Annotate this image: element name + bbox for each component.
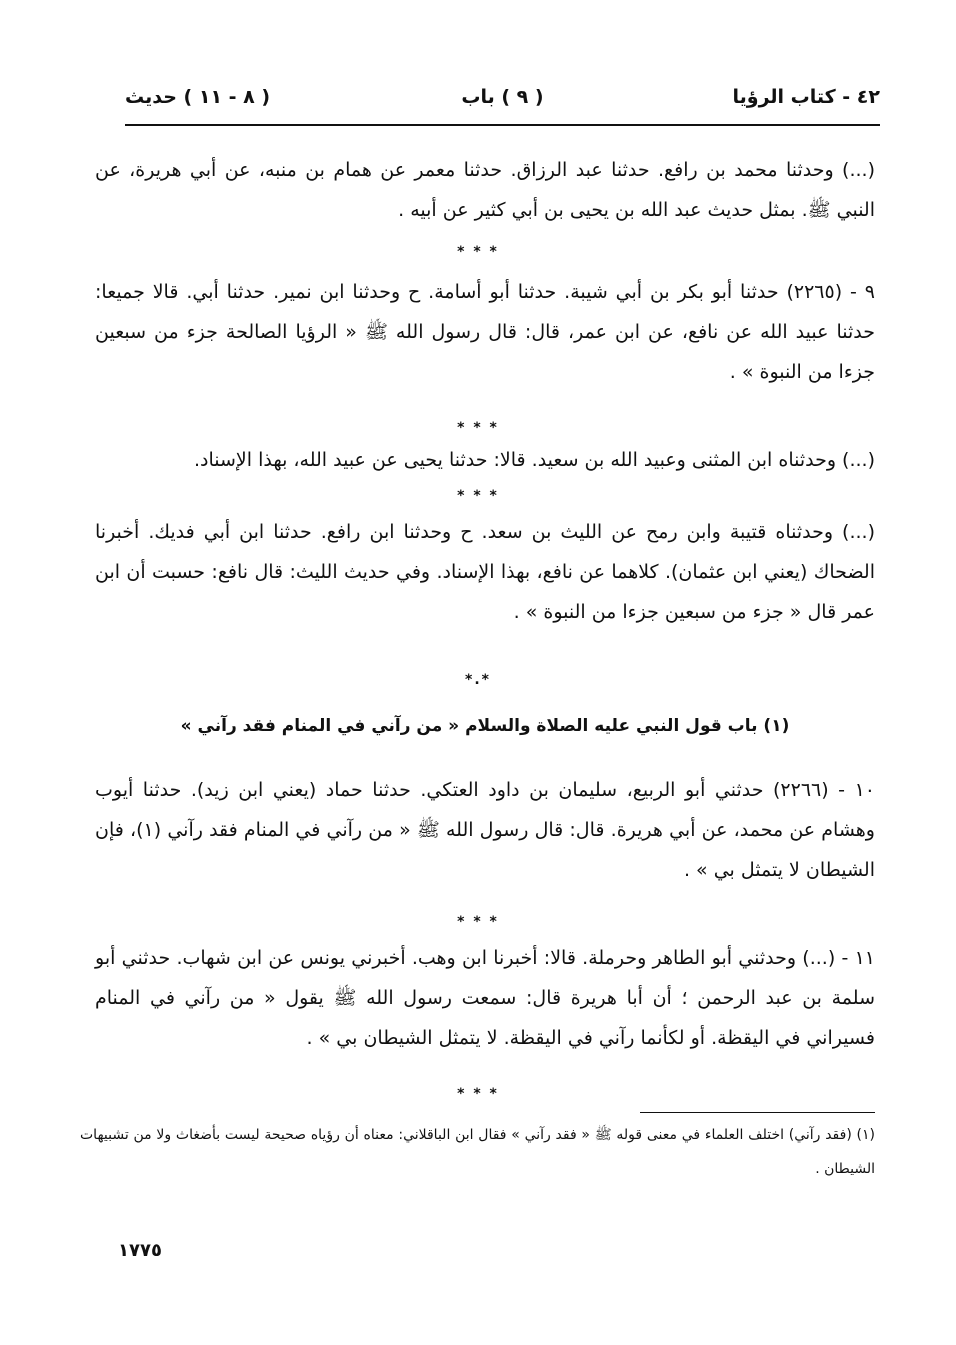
paragraph-2: ٩ - (٢٢٦٥) حدثنا أبو بكر بن أبي شيبة. حدثنا أبو أسامة. ح وحدثنا ابن نمير. حدثنا أبي. قالا جميعا: حدثنا عبيد الله عن نافع، عن ابن عمر، قال: قال رسول الله ﷺ « الرؤيا الصالحة جزء من سبعين جزءا من النبوة » . [95,281,875,383]
header-chapter: ( ٩ ) باب [461,86,544,108]
header-hadith-range: ( ٨ - ١١ ) حديث [125,86,271,108]
separator-stars-3: * * * [457,488,499,504]
paragraph-6: ١١ - (...) وحدثني أبو الطاهر وحرملة. قالا: أخبرنا ابن وهب. أخبرني يونس عن ابن شهاب. حدثني أبو سلمة بن عبد الرحمن ؛ أن أبا هريرة قال: سمعت رسول الله ﷺ يقول « من رآني في المنام فسيراني في اليقظة. أو لكأنما رآني في اليقظة. لا يتمثل الشيطان بي » . [95,947,875,1049]
paragraph-5: ١٠ - (٢٢٦٦) حدثني أبو الربيع، سليمان بن داود العتكي. حدثنا حماد (يعني ابن زيد). حدثنا أيوب وهشام عن محمد، عن أبي هريرة. قال: قال رسول الله ﷺ « من رآني في المنام فقد رآني (١)، فإن الشيطان لا يتمثل بي » . [95,779,875,881]
paragraph-4: (...) وحدثناه قتيبة وابن رمح عن الليث بن سعد. ح وحدثنا ابن رافع. حدثنا ابن أبي فديك. أخبرنا الضحاك (يعني ابن عثمان). كلاهما عن نافع، بهذا الإسناد. وفي حديث الليث: قال نافع: حسبت أن ابن عمر قال « جزء من سبعين جزءا من النبوة » . [95,521,875,623]
footnote: (١) (فقد رآني) اختلف العلماء في معنى قوله ﷺ « فقد رآني » فقال ابن الباقلاني: معناه أن رؤياه صحيحة ليست بأضغاث ولا من تشبيهات الشيطان . [80,1127,875,1177]
chapter-title: (١) باب قول النبي عليه الصلاة والسلام « من رآني في المنام فقد رآني » [180,716,790,736]
footnote-rule [640,1112,875,1113]
page-number: ١٧٧٥ [118,1240,162,1261]
section-mark: *.* [465,672,491,688]
paragraph-3: (...) وحدثناه ابن المثنى وعبيد الله بن سعيد. قالا: حدثنا يحيى عن عبيد الله، بهذا الإسناد. [193,449,875,471]
separator-stars-1: * * * [457,244,499,260]
running-header [125,80,880,126]
separator-stars-2: * * * [457,420,499,436]
separator-stars-5: * * * [457,1086,499,1102]
separator-stars-4: * * * [457,914,499,930]
paragraph-1: (...) وحدثنا محمد بن رافع. حدثنا عبد الرزاق. حدثنا معمر عن همام بن منبه، عن أبي هريرة، عن النبي ﷺ. بمثل حديث عبد الله بن يحيى بن أبي كثير عن أبيه . [95,159,875,221]
header-book-title: ٤٢ - كتاب الرؤيا [732,86,880,108]
